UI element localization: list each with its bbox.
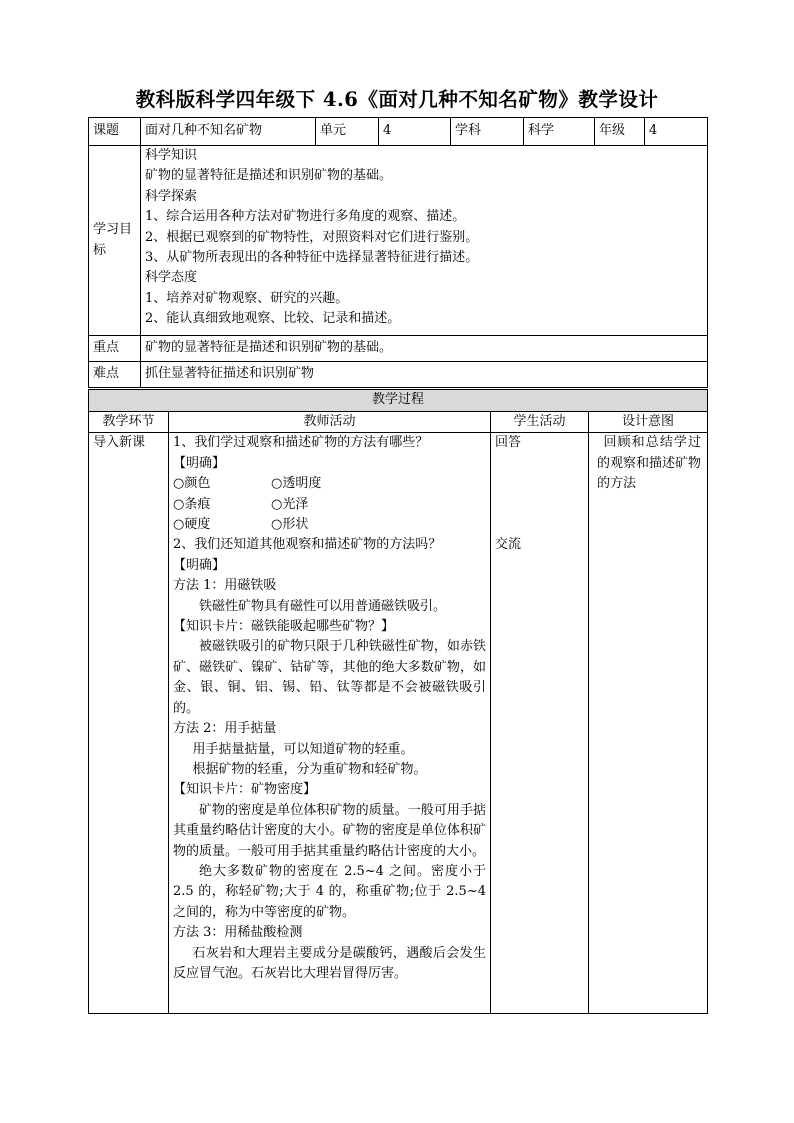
- clarify-label: 【明确】: [173, 557, 226, 573]
- knowledge-card-2-text: 矿物的密度是单位体积矿物的质量。一般可用手掂其重量约略估计密度的大小。矿物的密度是单位体积矿物的质量。一般可用手掂其重量约略估计密度的大小。: [173, 802, 486, 859]
- method-1-title: 方法 1：用磁铁吸: [173, 578, 277, 594]
- student-activity-2: 交流: [495, 536, 522, 552]
- option-item: ○透明度: [271, 476, 322, 492]
- column-header-stage: 教学环节: [89, 412, 169, 433]
- option-item: ○条痕: [173, 496, 211, 512]
- grade-label: 年级: [595, 118, 645, 146]
- grade-value: 4: [645, 118, 708, 146]
- subject-label: 学科: [451, 118, 524, 146]
- objectives-line: 科学探索: [145, 188, 198, 204]
- clarify-label: 【明确】: [173, 455, 226, 471]
- objectives-line: 3、从矿物所表现出的各种特征中选择显著特征进行描述。: [145, 250, 479, 266]
- student-activity-1: 回答: [495, 435, 522, 451]
- key-point-label: 重点: [89, 336, 141, 362]
- objectives-line: 1、综合运用各种方法对矿物进行多角度的观察、描述。: [145, 209, 466, 225]
- unit-label: 单元: [316, 118, 379, 146]
- knowledge-card-1-text: 被磁铁吸引的矿物只限于几种铁磁性矿物，如赤铁矿、磁铁矿、镍矿、钴矿等，其他的绝大多数矿物，如金、银、铜、铝、锡、铅、钛等都是不会被磁铁吸引的。: [173, 639, 486, 716]
- option-item: ○颜色: [173, 476, 211, 492]
- objectives-line: 矿物的显著特征是描述和识别矿物的基础。: [145, 168, 393, 184]
- design-intent-text: 回顾和总结学过的观察和描述矿物的方法: [597, 435, 702, 492]
- knowledge-card-2-text: 绝大多数矿物的密度在 2.5~4 之间。密度小于 2.5 的，称轻矿物;大于 4 的，称重矿物;位于 2.5~4 之间的，称为中等密度的矿物。: [173, 863, 486, 920]
- stage-name: 导入新课: [93, 435, 146, 451]
- option-item: ○光泽: [271, 496, 309, 512]
- method-2-text: 根据矿物的轻重，分为重矿物和轻矿物。: [192, 761, 427, 777]
- unit-value: 4: [379, 118, 451, 146]
- document-title: 教科版科学四年级下 4.6《面对几种不知名矿物》教学设计: [135, 88, 659, 111]
- question-1: 1、我们学过观察和描述矿物的方法有哪些？: [173, 435, 429, 451]
- subject-value: 科学: [524, 118, 595, 146]
- objectives-line: 2、能认真细致地观察、比较、记录和描述。: [145, 311, 401, 327]
- objectives-line: 2、根据已观察到的矿物特性，对照资料对它们进行鉴别。: [145, 229, 479, 245]
- knowledge-card-1-title: 【知识卡片：磁铁能吸起哪些矿物？】: [173, 619, 395, 635]
- column-header-teacher: 教师活动: [169, 412, 491, 433]
- teaching-process-table: [88, 389, 708, 1014]
- method-1-text: 铁磁性矿物具有磁性可以用普通磁铁吸引。: [199, 598, 447, 614]
- process-title: 教学过程: [89, 390, 708, 412]
- topic-label: 课题: [89, 118, 141, 146]
- stage-cell: [89, 433, 169, 1014]
- lesson-info-table: [88, 117, 708, 388]
- student-activity-cell: [491, 433, 589, 1014]
- key-point-text: 矿物的显著特征是描述和识别矿物的基础。: [141, 336, 708, 362]
- column-header-student: 学生活动: [491, 412, 589, 433]
- option-item: ○硬度: [173, 517, 211, 533]
- method-3-text: 石灰岩和大理岩主要成分是碳酸钙，遇酸后会发生反应冒气泡。石灰岩比大理岩冒得厉害。: [173, 945, 486, 981]
- method-3-title: 方法 3：用稀盐酸检测: [173, 925, 303, 941]
- teacher-activity-cell: [169, 433, 491, 1014]
- method-2-text: 用手掂量掂量，可以知道矿物的轻重。: [192, 741, 414, 757]
- option-row: [173, 515, 486, 535]
- column-header-intent: 设计意图: [589, 412, 708, 433]
- option-row: [173, 474, 486, 494]
- difficulty-text: 抓住显著特征描述和识别矿物: [141, 362, 708, 388]
- question-2: 2、我们还知道其他观察和描述矿物的方法吗？: [173, 537, 442, 553]
- difficulty-label: 难点: [89, 362, 141, 388]
- knowledge-card-2-title: 【知识卡片：矿物密度】: [173, 782, 317, 798]
- option-item: ○形状: [271, 517, 309, 533]
- objectives-line: 1、培养对矿物观察、研究的兴趣。: [145, 290, 349, 306]
- design-intent-cell: [589, 433, 708, 1014]
- method-2-title: 方法 2：用手掂量: [173, 721, 277, 737]
- topic-value: 面对几种不知名矿物: [141, 118, 316, 146]
- objectives-label: 学习目标: [89, 146, 141, 336]
- objectives-line: 科学态度: [145, 270, 198, 286]
- option-row: [173, 495, 486, 515]
- objectives-content: [141, 146, 708, 336]
- objectives-line: 科学知识: [145, 148, 198, 163]
